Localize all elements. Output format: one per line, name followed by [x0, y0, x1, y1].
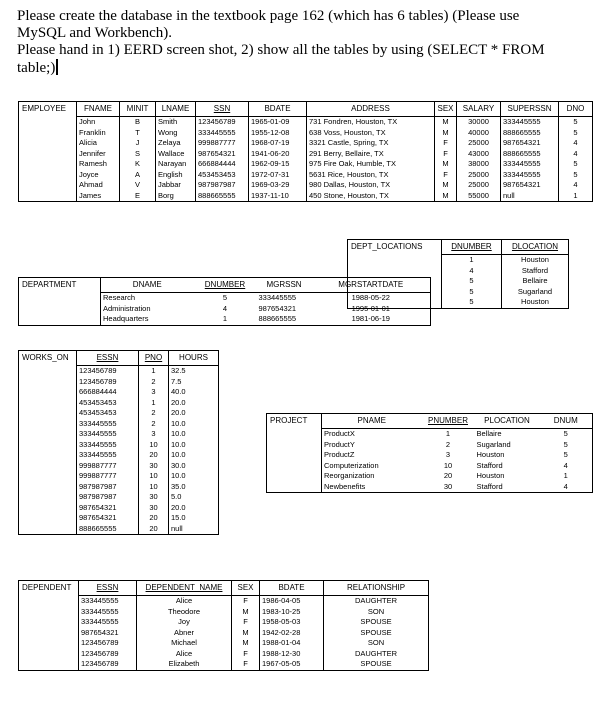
table-cell: 4	[563, 460, 568, 470]
column-header: HOURS	[169, 351, 219, 366]
table-cell: 1986-04-05	[260, 596, 324, 607]
table-cell: 333445555	[258, 293, 297, 302]
column-header: BDATE	[260, 581, 324, 596]
table-cell: B	[120, 117, 156, 128]
department-table	[18, 277, 431, 326]
table-cell: 25000	[457, 180, 501, 191]
table-cell: 30	[139, 503, 169, 514]
table-cell: M	[232, 638, 260, 649]
table-row	[19, 617, 429, 628]
table-row	[19, 638, 429, 649]
table-cell: 5	[559, 170, 593, 181]
table-header-row	[19, 581, 429, 596]
table-cell: 10	[139, 482, 169, 493]
table-header-row	[19, 102, 593, 117]
table-cell: 2	[139, 419, 169, 430]
table-cell: 333445555	[79, 439, 117, 449]
table-cell: ProductX	[324, 429, 355, 438]
table-cell: 20.0	[169, 503, 219, 514]
table-cell: 888665555	[196, 191, 249, 202]
table-cell: 123456789	[196, 117, 249, 128]
table-cell: 987654321	[501, 138, 559, 149]
table-cell: 38000	[457, 159, 501, 170]
table-cell: 333445555	[79, 450, 117, 459]
table-name: DEPARTMENT	[19, 278, 101, 326]
table-cell: 999887777	[79, 471, 117, 480]
table-cell: M	[435, 159, 457, 170]
table-cell: F	[232, 617, 260, 628]
table-cell: 5	[559, 117, 593, 128]
table-cell: ProductZ	[324, 450, 355, 459]
table-row	[19, 138, 593, 149]
table-cell: Theodore	[137, 607, 232, 618]
table-name: PROJECT	[267, 414, 322, 493]
table-cell: F	[232, 649, 260, 660]
table-cell: 2	[445, 439, 451, 449]
column-header: DLOCATION	[502, 240, 569, 255]
table-cell: Jennifer	[79, 148, 106, 158]
table-cell: ProductY	[324, 439, 355, 449]
text-cursor	[56, 59, 58, 75]
table-cell: 20	[139, 450, 169, 461]
table-cell: 888665555	[79, 523, 117, 533]
table-cell: F	[435, 149, 457, 160]
table-row	[19, 659, 429, 670]
table-cell: Houston	[502, 255, 569, 266]
table-cell: SPOUSE	[324, 659, 429, 670]
table-cell: 123456789	[81, 659, 119, 668]
column-header: SALARY	[457, 102, 501, 117]
table-cell: Wong	[156, 128, 196, 139]
table-cell: 5	[559, 128, 593, 139]
table-cell: M	[232, 628, 260, 639]
table-cell: V	[120, 180, 156, 191]
table-cell: 5	[469, 286, 474, 296]
column-header: DNUM	[540, 414, 593, 429]
table-cell: 1	[139, 398, 169, 409]
table-cell: Abner	[137, 628, 232, 639]
table-cell: A	[120, 170, 156, 181]
column-header: DNUMBER	[442, 240, 502, 255]
table-cell: Ramesh	[79, 159, 107, 168]
table-cell: 999887777	[196, 138, 249, 149]
table-row	[19, 117, 593, 128]
table-cell: 666884444	[196, 159, 249, 170]
column-header: LNAME	[156, 102, 196, 117]
table-cell: 3	[139, 387, 169, 398]
column-header: ESSN	[77, 351, 139, 366]
table-cell: 1988-05-22	[351, 293, 390, 302]
table-cell: S	[120, 149, 156, 160]
table-cell: 453453453	[79, 408, 117, 417]
table-cell: 123456789	[79, 376, 117, 386]
table-cell: 1955-12-08	[249, 128, 307, 139]
table-cell: 1983-10-25	[260, 607, 324, 618]
table-cell: 3	[445, 450, 451, 459]
table-cell: 30	[139, 461, 169, 472]
table-cell: 20.0	[169, 398, 219, 409]
table-cell: Alice	[137, 649, 232, 660]
table-row	[19, 149, 593, 160]
table-cell: 20	[139, 524, 169, 535]
column-header: FNAME	[77, 102, 120, 117]
table-cell: 7.5	[169, 377, 219, 388]
table-cell: 123456789	[81, 638, 119, 647]
instruction-line-1: Please create the database in the textbook page 162 (which has 6 tables) (Please use	[17, 8, 520, 24]
table-row	[19, 128, 593, 139]
column-header: MGRSSN	[257, 278, 312, 293]
table-cell: 35.0	[169, 482, 219, 493]
table-cell: 1981-06-19	[351, 314, 390, 323]
project-table	[266, 413, 593, 493]
table-cell: Joy	[137, 617, 232, 628]
table-cell: Administration	[103, 303, 151, 313]
table-cell: 1965-01-09	[249, 117, 307, 128]
table-header-row	[19, 278, 431, 293]
table-name: DEPT_LOCATIONS	[348, 240, 442, 309]
table-cell: F	[232, 659, 260, 670]
table-cell: 1968-07-19	[249, 138, 307, 149]
table-cell: 453453453	[79, 397, 117, 407]
table-name: EMPLOYEE	[19, 102, 77, 202]
column-header: PLOCATION	[475, 414, 540, 429]
table-cell: 2	[139, 408, 169, 419]
column-header: MGRSTARTDATE	[312, 278, 431, 293]
table-cell: Joyce	[79, 169, 99, 179]
table-cell: 1958-05-03	[260, 617, 324, 628]
column-header: DNO	[559, 102, 593, 117]
table-cell: Alicia	[79, 138, 97, 147]
table-cell: DAUGHTER	[324, 649, 429, 660]
table-cell: J	[120, 138, 156, 149]
table-cell: 40000	[457, 128, 501, 139]
table-cell: null	[169, 524, 219, 535]
table-cell: 32.5	[169, 366, 219, 377]
table-cell: 987654321	[258, 303, 297, 313]
table-cell: 333445555	[501, 170, 559, 181]
table-cell: 333445555	[501, 117, 559, 128]
table-header-row	[267, 414, 593, 429]
column-header: SEX	[232, 581, 260, 596]
table-cell: Sugarland	[476, 439, 511, 449]
table-cell: Houston	[476, 471, 505, 480]
table-cell: English	[156, 170, 196, 181]
table-cell: 888665555	[501, 128, 559, 139]
table-cell: 987987987	[79, 481, 117, 491]
table-cell: 1969-03-29	[249, 180, 307, 191]
table-cell: SON	[324, 638, 429, 649]
table-cell: 1967-05-05	[260, 659, 324, 670]
table-cell: Research	[103, 293, 136, 302]
table-cell: Headquarters	[103, 314, 149, 323]
instruction-line-4-text: table;)	[17, 60, 56, 76]
table-row	[19, 191, 593, 202]
table-cell: 10	[443, 460, 453, 470]
table-cell: 1	[222, 314, 228, 323]
table-cell: Borg	[156, 191, 196, 202]
table-cell: 1	[469, 255, 474, 264]
table-cell: M	[435, 128, 457, 139]
table-cell: 25000	[457, 170, 501, 181]
table-cell: SON	[324, 607, 429, 618]
table-cell: 1972-07-31	[249, 170, 307, 181]
table-name: DEPENDENT	[19, 581, 79, 671]
table-cell: 20.0	[169, 408, 219, 419]
table-cell: 43000	[457, 149, 501, 160]
table-cell: 10	[139, 471, 169, 482]
table-cell: 10.0	[169, 429, 219, 440]
column-header: DNAME	[101, 278, 194, 293]
table-cell: 987987987	[196, 180, 249, 191]
table-cell: Stafford	[476, 460, 503, 470]
table-cell: Houston	[502, 297, 569, 308]
table-cell: F	[435, 138, 457, 149]
table-cell: 55000	[457, 191, 501, 202]
table-cell: 888665555	[501, 149, 559, 160]
table-cell: 450 Stone, Houston, TX	[307, 191, 435, 202]
instruction-line-3: Please hand in 1) EERD screen shot, 2) show all the tables by using (SELECT * FROM	[17, 42, 545, 58]
table-cell: 987654321	[196, 149, 249, 160]
table-cell: K	[120, 159, 156, 170]
table-cell: 1942-02-28	[260, 628, 324, 639]
table-cell: SPOUSE	[324, 617, 429, 628]
table-cell: 888665555	[258, 314, 297, 323]
table-cell: 975 Fire Oak, Humble, TX	[307, 159, 435, 170]
column-header: DEPENDENT_NAME	[137, 581, 232, 596]
table-cell: SPOUSE	[324, 628, 429, 639]
table-cell: 666884444	[79, 387, 117, 396]
table-cell: 333445555	[79, 418, 117, 428]
table-cell: 1962-09-15	[249, 159, 307, 170]
table-cell: Reorganization	[324, 471, 375, 480]
table-cell: 333445555	[196, 128, 249, 139]
table-cell: Franklin	[79, 127, 106, 137]
table-cell: 5	[469, 297, 474, 306]
column-header: DNUMBER	[194, 278, 257, 293]
table-cell: Elizabeth	[137, 659, 232, 670]
table-cell: 1	[563, 471, 568, 480]
table-cell: M	[435, 180, 457, 191]
table-cell: 40.0	[169, 387, 219, 398]
table-cell: 5	[563, 450, 568, 459]
column-header: SSN	[196, 102, 249, 117]
table-cell: 980 Dallas, Houston, TX	[307, 180, 435, 191]
table-cell: 333445555	[501, 159, 559, 170]
table-cell: 1988-01-04	[260, 638, 324, 649]
table-row	[19, 649, 429, 660]
table-cell: DAUGHTER	[324, 596, 429, 607]
table-cell: Newbenefits	[324, 481, 366, 491]
table-cell: F	[232, 596, 260, 607]
table-cell: 1988-12-30	[260, 649, 324, 660]
table-cell: 333445555	[79, 429, 117, 438]
table-cell: 987654321	[79, 513, 117, 522]
table-cell: Stafford	[476, 481, 503, 491]
table-cell: 10.0	[169, 419, 219, 430]
table-cell: Ahmad	[79, 180, 103, 189]
column-header: RELATIONSHIP	[324, 581, 429, 596]
table-cell: 10.0	[169, 440, 219, 451]
table-row	[19, 170, 593, 181]
table-cell: 4	[559, 180, 593, 191]
table-row	[19, 180, 593, 191]
assignment-instructions	[17, 8, 592, 77]
table-cell: 731 Fondren, Houston, TX	[307, 117, 435, 128]
table-cell: Narayan	[156, 159, 196, 170]
table-cell: James	[79, 190, 102, 200]
table-cell: 999887777	[79, 460, 117, 470]
table-cell: 30	[139, 492, 169, 503]
table-cell: 1995-01-01	[351, 303, 390, 313]
column-header: MINIT	[120, 102, 156, 117]
table-cell: 1	[139, 366, 169, 377]
column-header: PNO	[139, 351, 169, 366]
table-cell: Smith	[156, 117, 196, 128]
table-cell: T	[120, 128, 156, 139]
table-cell: Wallace	[156, 149, 196, 160]
works-on-table	[18, 350, 219, 535]
table-cell: Bellaire	[502, 276, 569, 287]
table-cell: 5.0	[169, 492, 219, 503]
table-cell: 4	[222, 303, 228, 313]
table-cell: 5	[563, 429, 568, 438]
table-cell: 30.0	[169, 461, 219, 472]
table-cell: null	[501, 191, 559, 202]
table-cell: 25000	[457, 138, 501, 149]
table-cell: 20	[443, 471, 453, 480]
column-header: SUPERSSN	[501, 102, 559, 117]
column-header: BDATE	[249, 102, 307, 117]
table-cell: 1937-11-10	[249, 191, 307, 202]
column-header: PNUMBER	[422, 414, 475, 429]
table-cell: Alice	[137, 596, 232, 607]
table-cell: 15.0	[169, 513, 219, 524]
table-row	[19, 628, 429, 639]
table-cell: 291 Berry, Bellaire, TX	[307, 149, 435, 160]
table-cell: 987987987	[79, 492, 117, 501]
table-cell: 1	[559, 191, 593, 202]
table-cell: 5	[469, 276, 474, 285]
table-cell: 3321 Castle, Spring, TX	[307, 138, 435, 149]
table-cell: 10.0	[169, 471, 219, 482]
table-cell: 10.0	[169, 450, 219, 461]
table-cell: 20	[139, 513, 169, 524]
table-cell: 2	[139, 377, 169, 388]
column-header: ADDRESS	[307, 102, 435, 117]
table-cell: 123456789	[79, 366, 117, 375]
table-cell: 333445555	[81, 596, 119, 605]
table-cell: F	[435, 170, 457, 181]
table-cell: Stafford	[502, 266, 569, 277]
table-cell: 30000	[457, 117, 501, 128]
table-cell: 3	[139, 429, 169, 440]
column-header: SEX	[435, 102, 457, 117]
table-cell: Bellaire	[476, 429, 502, 438]
table-cell: 987654321	[501, 180, 559, 191]
table-name: WORKS_ON	[19, 351, 77, 535]
table-cell: 4	[563, 481, 568, 491]
table-cell: 10	[139, 440, 169, 451]
table-cell: 333445555	[81, 606, 119, 616]
column-header: PNAME	[322, 414, 422, 429]
table-cell: Houston	[476, 450, 505, 459]
table-cell: 1941-06-20	[249, 149, 307, 160]
table-row	[19, 607, 429, 618]
employee-table	[18, 101, 593, 202]
table-cell: M	[232, 607, 260, 618]
table-header-row	[19, 351, 219, 366]
instruction-line-2: MySQL and Workbench).	[17, 25, 173, 41]
table-cell: 4	[469, 265, 474, 275]
table-cell: 638 Voss, Houston, TX	[307, 128, 435, 139]
table-cell: E	[120, 191, 156, 202]
table-cell: 453453453	[196, 170, 249, 181]
column-header: ESSN	[79, 581, 137, 596]
table-cell: 5	[559, 159, 593, 170]
table-cell: M	[435, 191, 457, 202]
table-cell: Sugarland	[502, 287, 569, 298]
table-cell: 987654321	[79, 502, 117, 512]
table-cell: 123456789	[81, 648, 119, 658]
table-cell: 987654321	[81, 627, 119, 637]
table-cell: Zelaya	[156, 138, 196, 149]
table-cell: 333445555	[81, 617, 119, 626]
table-cell: 4	[559, 149, 593, 160]
table-header-row	[348, 240, 569, 255]
table-cell: 4	[559, 138, 593, 149]
table-cell: 30	[443, 481, 453, 491]
table-cell: 5	[222, 293, 228, 302]
table-cell: 1	[445, 429, 451, 438]
table-cell: Computerization	[324, 460, 379, 470]
table-row	[19, 596, 429, 607]
table-cell: Jabbar	[156, 180, 196, 191]
table-row	[19, 159, 593, 170]
instruction-line-4	[17, 59, 592, 77]
table-cell: 5631 Rice, Houston, TX	[307, 170, 435, 181]
dependent-table	[18, 580, 429, 671]
table-cell: John	[79, 117, 96, 126]
table-cell: Michael	[137, 638, 232, 649]
table-cell: 5	[563, 439, 568, 449]
table-cell: M	[435, 117, 457, 128]
